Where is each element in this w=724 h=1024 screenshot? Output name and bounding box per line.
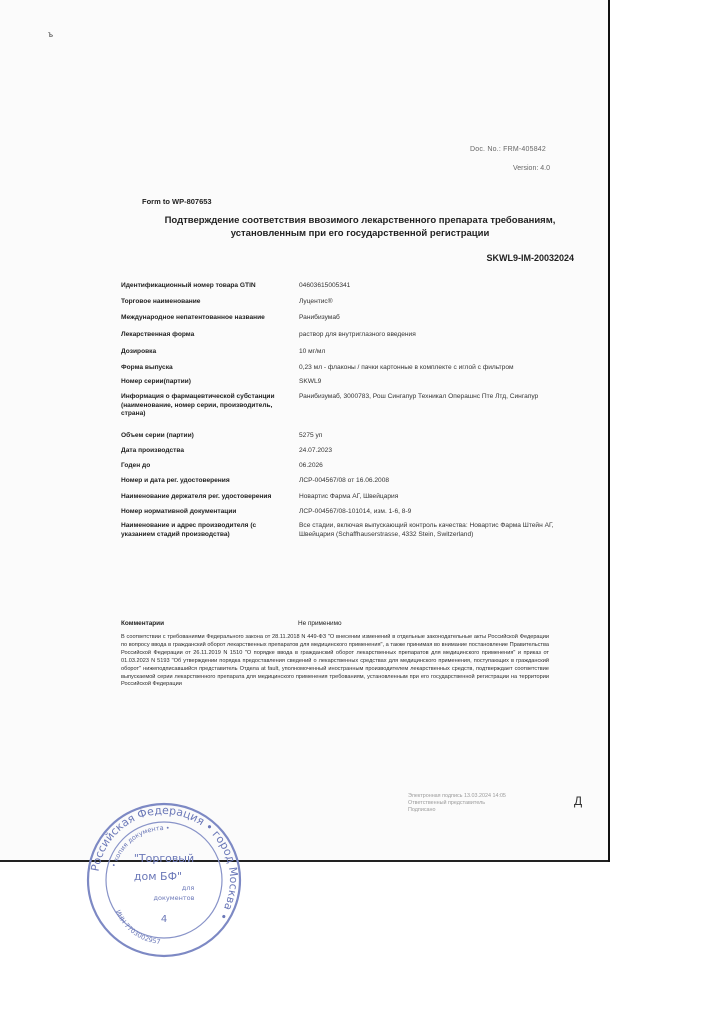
field-value: 04603615005341 [299, 282, 351, 289]
stamp-number: 4 [160, 914, 168, 925]
comment-label: Комментарии [121, 620, 165, 627]
field-value: Новартис Фарма АГ, Швейцария [299, 493, 399, 500]
field-value: ЛСР-004567/08 от 16.06.2008 [299, 477, 390, 484]
field-label: Форма выпуска [121, 364, 173, 371]
field-value: Ранибизумаб [299, 314, 340, 321]
field-value: раствор для внутриглазного введения [299, 331, 416, 338]
form-number: Form to WP-807653 [142, 197, 212, 206]
field-label: Международное непатентованное название [121, 314, 265, 321]
field-label: Годен до [121, 462, 151, 469]
field-value: Ранибизумаб, 3000783, Рош Сингапур Техникал Операшнс Пте Лтд, Сингапур [299, 393, 539, 400]
field-label: Номер и дата рег. удостоверения [121, 477, 230, 484]
signature-mark: Д [574, 794, 583, 808]
field-label: Дозировка [121, 348, 157, 355]
stamp-center-line-2: дом БФ" [133, 870, 183, 883]
field-value: SKWL9 [299, 378, 322, 385]
field-value: 5275 уп [299, 432, 323, 439]
signature-line-2: Ответственный представитель [408, 800, 486, 806]
field-value: 24.07.2023 [299, 447, 333, 454]
field-label: Номер серии(партии) [121, 378, 191, 385]
certificate-id: SKWL9-IM-20032024 [486, 253, 574, 263]
field-label: Наименование и адрес производителя (с указанием стадий производства) [121, 522, 257, 538]
stamp-center-line-4: документов [153, 894, 195, 902]
title-line-2: установленным при его государственной регистрации [230, 228, 490, 239]
document-title [140, 214, 580, 240]
field-label: Дата производства [121, 447, 184, 454]
comment-value: Не применимо [298, 620, 342, 627]
field-label: Наименование держателя рег. удостоверения [121, 493, 272, 500]
field-value: Все стадии, включая выпускающий контроль качества: Новартис Фарма Штейн АГ, Швейцария (Schaffhauserstrasse, 4332 Stein, Switzerland) [299, 522, 554, 538]
field-label: Торговое наименование [121, 298, 201, 305]
document-version: Version: 4.0 [513, 165, 550, 172]
field-label: Информация о фармацевтической субстанции (наименование, номер серии, производитель, страна) [121, 393, 275, 417]
title-line-1: Подтверждение соответствия ввозимого лекарственного препарата требованиям, [164, 215, 556, 226]
field-label: Номер нормативной документации [121, 508, 237, 515]
stamp-inner-text: • копия документа • [109, 823, 170, 869]
corner-mark: ъ [48, 30, 53, 39]
compliance-statement: В соответствии с требованиями Федерального закона от 28.11.2018 N 449-ФЗ "О внесении изменений в отдельные законодательные акты Российской Федерации по вопросу ввода в гражданский оборот лекарственных препаратов для медицинского применения", а также принимая во внимание постановление Правительства Российской Федерации от 26.11.2019 N 1510 "О порядке ввода в гражданский оборот лекарственных препаратов для медицинского применения" и приказ от 01.03.2023 N 5193 "Об утверждении порядка предоставления сведений о лекарственных средствах для медицинского применения, поступающих в гражданский оборот" нижеподписавшийся представитель Отдела at fault, уполномоченный иностранным производителем лекарственных средств, подтверждает соответствие выпускаемой серии лекарственного препарата для медицинского применения требованиям, установленным при его государственной регистрации на территории Российской Федерации [121, 634, 549, 688]
company-stamp [84, 800, 244, 960]
field-value: 0,23 мл - флаконы / пачки картонные в комплекте с иглой с фильтром [299, 364, 514, 371]
field-value: Луцентис® [299, 298, 333, 305]
field-label: Лекарственная форма [121, 331, 195, 338]
stamp-outer-text: Российская Федерация • город Москва • [88, 803, 241, 923]
field-value: 06.2026 [299, 462, 323, 469]
field-label: Объем серии (партии) [121, 432, 194, 439]
stamp-bottom-text: ИНН 7703002957 [113, 908, 161, 946]
document-number: Doc. No.: FRM-405842 [470, 146, 546, 153]
field-label: Идентификационный номер товара GTIN [121, 282, 256, 289]
signature-line-3: Подписано [408, 807, 436, 813]
signature-block [408, 793, 568, 814]
field-value: 10 мг/мл [299, 348, 326, 355]
page-right-edge [608, 0, 610, 862]
stamp-center-line-1: "Торговый [133, 852, 195, 865]
signature-line-1: Электронная подпись 13.03.2024 14:05 [408, 793, 506, 799]
stamp-center-line-3: для [181, 884, 195, 892]
field-value: ЛСР-004567/08-101014, изм. 1-6, 8-9 [299, 508, 412, 515]
